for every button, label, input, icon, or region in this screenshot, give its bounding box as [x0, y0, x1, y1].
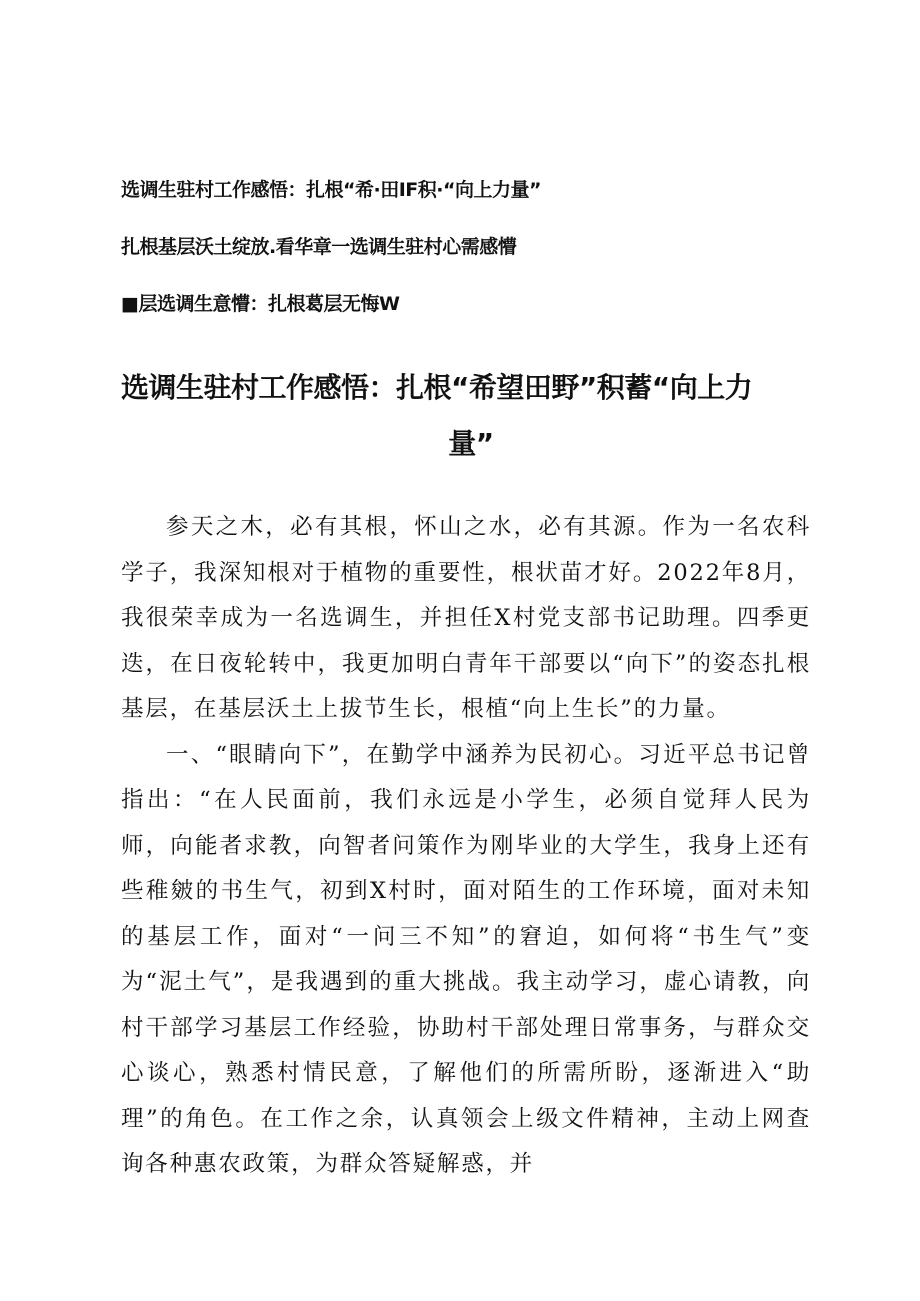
article-title	[121, 360, 821, 472]
toc-item[interactable]: 扎根基层沃土绽放.看华章一选调生驻村心需感懵	[121, 236, 517, 258]
body-paragraph: 参天之木，必有其根，怀山之水，必有其源。作为一名农科学子，我深知根对于植物的重要性，根状苗才好。2022年8月，我很荣幸成为一名选调生，并担任X村党支部书记助理。四季更迭，在日夜轮转中，我更加明白青年干部要以“向下”的姿态扎根基层，在基层沃土上拔节生长，根植“向上生长”的力量。	[121, 514, 811, 722]
table-of-contents	[121, 176, 801, 347]
toc-item[interactable]: 选调生驻村工作感悟：扎根“希·田IF积·“向上力量”	[121, 179, 541, 201]
body-paragraph: 一、“眼睛向下”，在勤学中涵养为民初心。习近平总书记曾指出：“在人民面前，我们永远是小学生，必须自觉拜人民为师，向能者求教，向智者问策作为刚毕业的大学生，我身上还有些稚皴的书生气，初到X村时，面对陌生的工作环境，面对未知的基层工作，面对“一问三不知”的窘迫，如何将“书生气”变为“泥土气”，是我遇到的重大挑战。我主动学习，虚心请教，向村干部学习基层工作经验，协助村干部处理日常事务，与群众交心谈心，熟悉村情民意，了解他们的所需所盼，逐渐进入“助理”的角色。在工作之余，认真领会上级文件精神，主动上网查询各种惠农政策，为群众答疑解惑，并	[121, 741, 811, 1177]
article-title-line: 选调生驻村工作感悟：扎根“希望田野”积蓄“向上力	[121, 371, 753, 404]
toc-item[interactable]: ■层选调生意懵：扎根葛层无悔W	[121, 293, 400, 315]
article-title-line: 量”	[448, 427, 494, 460]
article-body	[121, 505, 811, 1188]
